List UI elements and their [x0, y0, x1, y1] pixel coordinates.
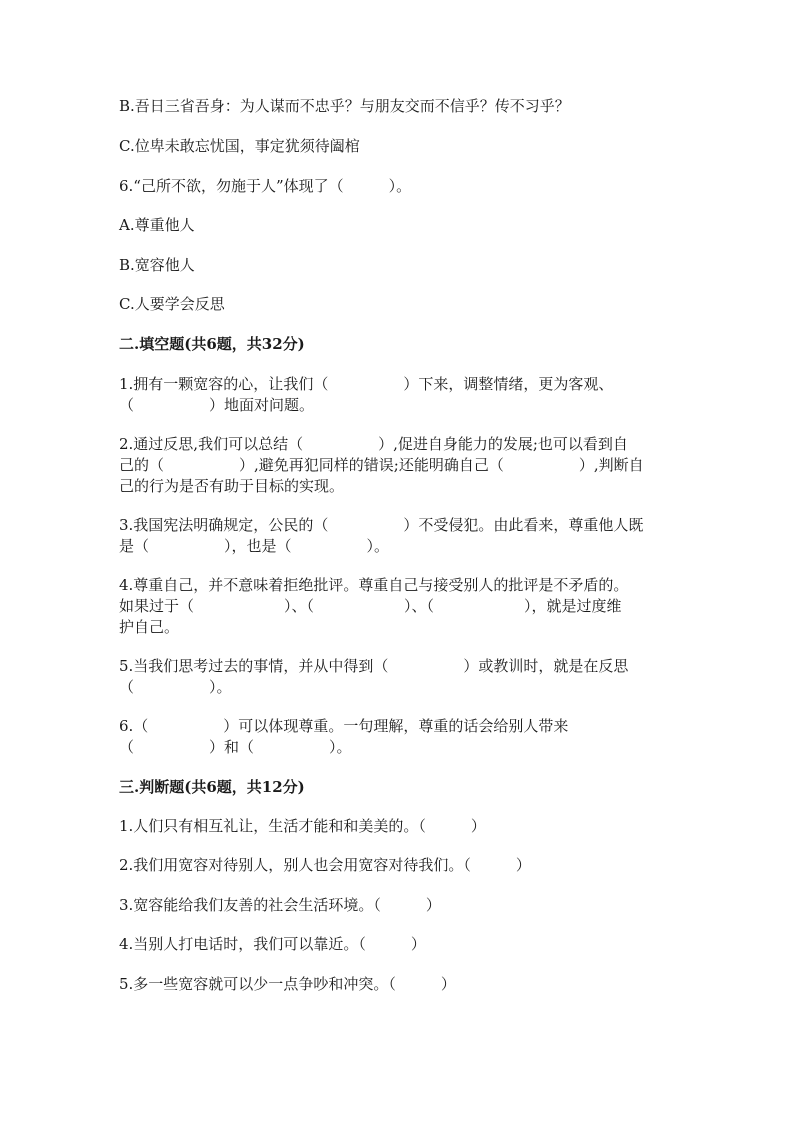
question-6-line: 6.“己所不欲，勿施于人”体现了（ ）。	[119, 177, 412, 195]
judge-question-1: 1.人们只有相互礼让，生活才能和和美美的。（ ）	[119, 817, 486, 835]
option-c-line: C.位卑未敢忘忧国，事定犹须待阖棺	[119, 137, 360, 155]
judge-question-5: 5.多一些宽容就可以少一点争吵和冲突。（ ）	[119, 975, 456, 993]
fill-question-2-line-2: 己的（ ）,避免再犯同样的错误;还能明确自己（ ）,判断自	[119, 456, 644, 474]
option-b-line: B.吾日三省吾身：为人谋而不忠乎？与朋友交而不信乎？传不习乎？	[119, 97, 570, 115]
fill-question-2-line-1: 2.通过反思,我们可以总结（ ）,促进自身能力的发展;也可以看到自	[119, 435, 628, 453]
fill-question-5-line-1: 5.当我们思考过去的事情，并从中得到（ ）或教训时，就是在反思	[119, 657, 629, 675]
option-a-line: A.尊重他人	[119, 216, 195, 234]
section-heading-fill-in: 二.填空题(共6题，共32分)	[119, 335, 305, 353]
fill-question-4-line-3: 护自己。	[119, 618, 180, 636]
fill-question-1-line-2: （ ）地面对问题。	[119, 396, 315, 414]
fill-question-1-line-1: 1.拥有一颗宽容的心，让我们（ ）下来，调整情绪，更为客观、	[119, 375, 614, 393]
fill-question-4-line-2: 如果过于（ ）、（ ）、（ ），就是过度维	[119, 597, 622, 615]
section-heading-true-false: 三.判断题(共6题，共12分)	[119, 778, 305, 796]
fill-question-3-line-1: 3.我国宪法明确规定，公民的（ ）不受侵犯。由此看来，尊重他人既	[119, 516, 644, 534]
option-c-line: C.人要学会反思	[119, 295, 225, 313]
fill-question-2-line-3: 己的行为是否有助于目标的实现。	[119, 477, 345, 495]
fill-question-6-line-2: （ ）和（ ）。	[119, 738, 352, 756]
judge-question-4: 4.当别人打电话时，我们可以靠近。（ ）	[119, 935, 426, 953]
fill-question-3-line-2: 是（ ），也是（ ）。	[119, 537, 390, 555]
option-b-line: B.宽容他人	[119, 256, 195, 274]
judge-question-3: 3.宽容能给我们友善的社会生活环境。（ ）	[119, 896, 441, 914]
fill-question-4-line-1: 4.尊重自己，并不意味着拒绝批评。尊重自己与接受别人的批评是不矛盾的。	[119, 576, 629, 594]
judge-question-2: 2.我们用宽容对待别人，别人也会用宽容对待我们。（ ）	[119, 856, 531, 874]
fill-question-5-line-2: （ ）。	[119, 678, 232, 696]
fill-question-6-line-1: 6.（ ）可以体现尊重。一句理解，尊重的话会给别人带来	[119, 717, 569, 735]
